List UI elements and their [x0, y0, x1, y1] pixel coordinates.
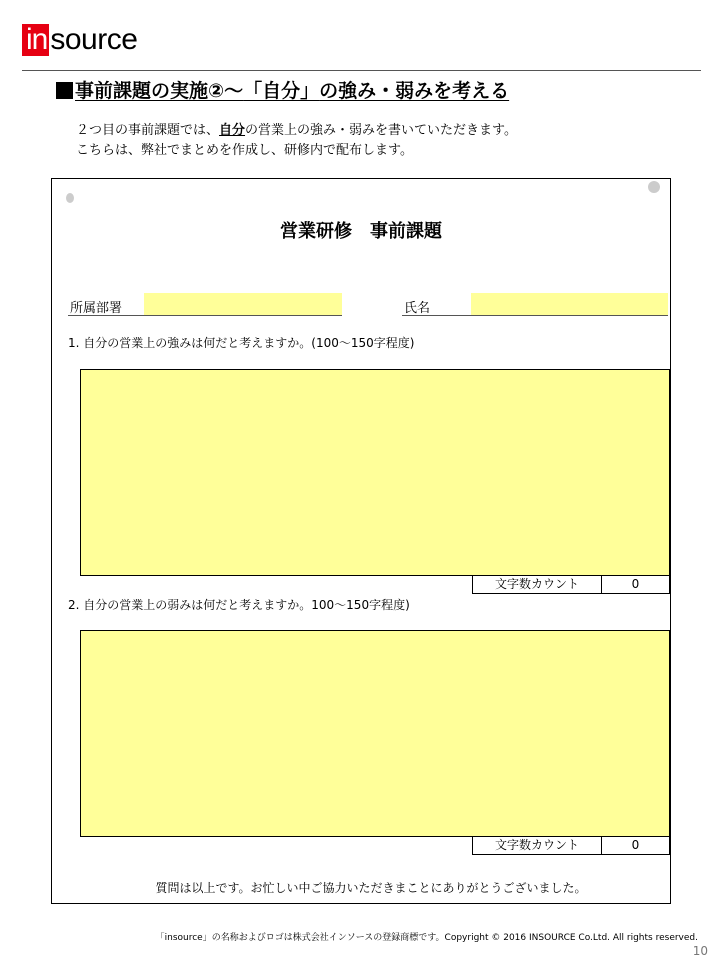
- copyright-footer: 「insource」の名称およびロゴは株式会社インソースの登録商標です。Copyright © 2016 INSOURCE Co.Ltd. All rights reserved.: [155, 933, 698, 943]
- page-number: 10: [692, 944, 708, 958]
- intro-emphasis: 自分: [219, 123, 246, 138]
- sheet-title: 営業研修 事前課題: [280, 221, 442, 242]
- name-underline: [402, 315, 668, 316]
- title-highlight: 「自分」: [243, 80, 320, 102]
- char-count-1: [472, 575, 670, 594]
- closing-text: 質問は以上です。お忙しい中ご協力いただきまことにありがとうございました。: [155, 881, 587, 895]
- logo-source: source: [50, 23, 138, 56]
- intro-line-2: こちらは、弊社でまとめを作成し、研修内で配布します。: [76, 143, 413, 158]
- char-count-label: 文字数カウント: [473, 576, 602, 593]
- title-suffix: の強み・弱みを考える: [319, 80, 510, 102]
- header-divider: [22, 70, 701, 71]
- answer-1-field[interactable]: [80, 369, 670, 576]
- char-count-value: 0: [631, 577, 640, 591]
- corner-mark: [648, 181, 660, 193]
- name-field[interactable]: [471, 293, 668, 315]
- logo-in: in: [22, 24, 49, 56]
- char-count-2: [472, 836, 670, 855]
- intro-line-1a: ２つ目の事前課題では、: [76, 123, 220, 138]
- dept-label: 所属部署: [70, 301, 123, 316]
- assignment-sheet: [51, 178, 671, 904]
- intro-line-1c: の営業上の強み・弱みを書いていただきます。: [245, 123, 517, 138]
- insource-logo: [22, 24, 137, 56]
- char-count-label: 文字数カウント: [473, 837, 602, 854]
- dept-underline: [68, 315, 342, 316]
- title-prefix: 事前課題の実施②〜: [75, 80, 244, 102]
- square-bullet-icon: [56, 82, 73, 99]
- corner-mark: [66, 193, 74, 203]
- question-1: 1. 自分の営業上の強みは何だと考えますか。(100〜150字程度): [68, 336, 415, 350]
- question-2: 2. 自分の営業上の弱みは何だと考えますか。100〜150字程度): [68, 598, 410, 612]
- answer-2-field[interactable]: [80, 630, 670, 837]
- page-title: [56, 78, 509, 104]
- intro-text: [76, 121, 517, 161]
- name-label: 氏名: [404, 301, 431, 316]
- char-count-value: 0: [631, 838, 640, 852]
- intro-line-1: [76, 121, 517, 141]
- dept-field[interactable]: [144, 293, 342, 315]
